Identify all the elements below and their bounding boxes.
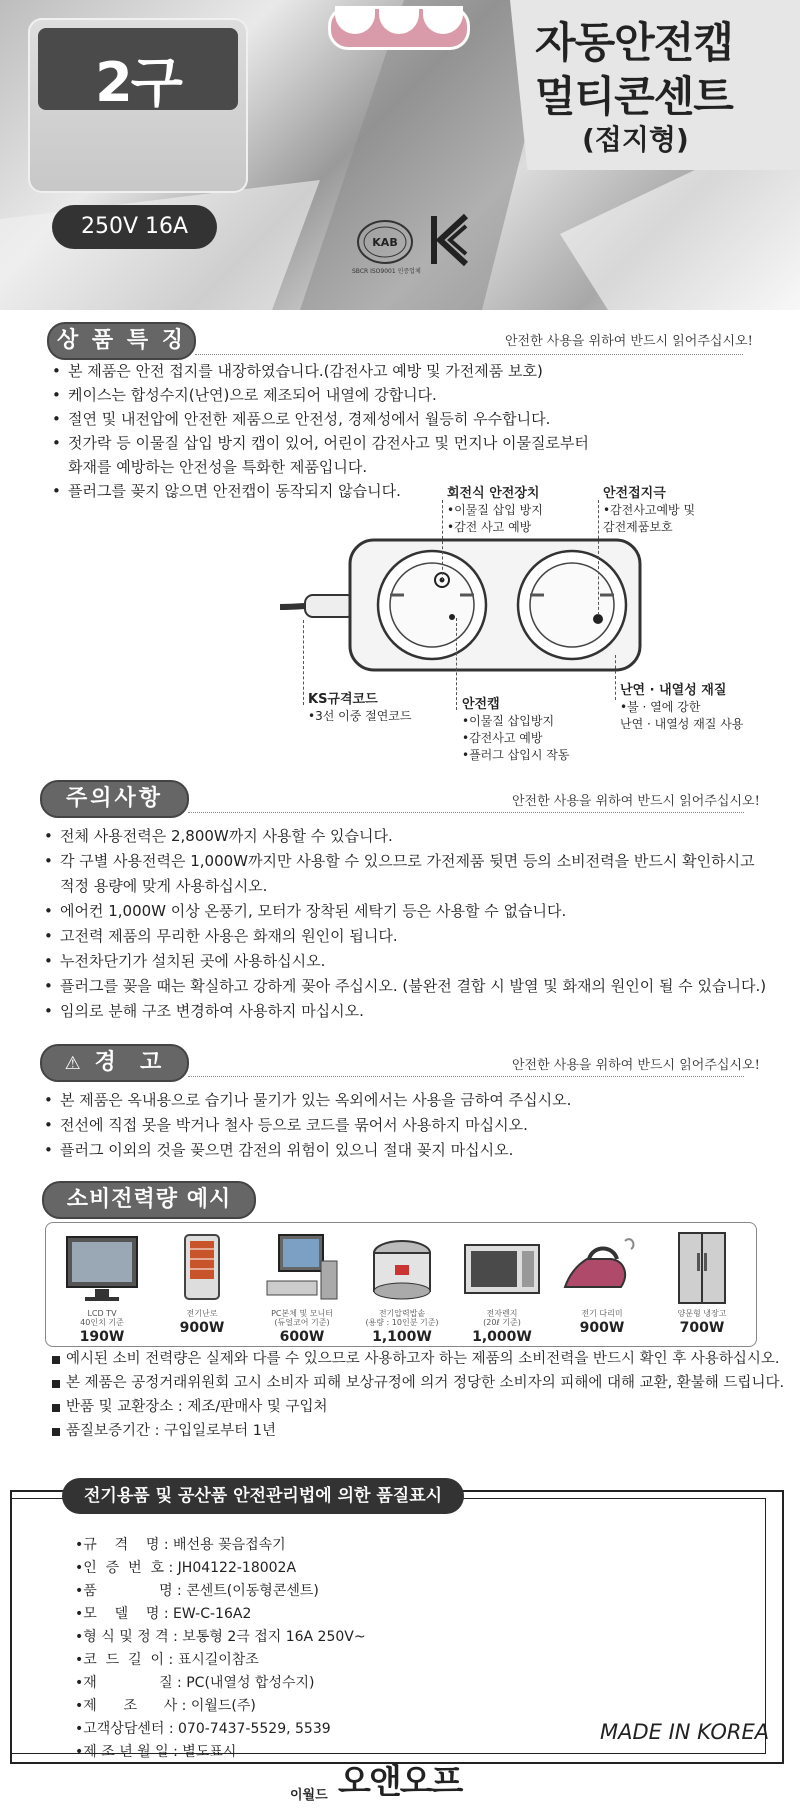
- kab-caption: SBCR ISO9001 인증업체: [352, 268, 421, 275]
- list-item: • 전선에 직접 못을 박거나 철사 등으로 코드를 묶어서 사용하지 마십시오.: [42, 1113, 782, 1138]
- appliance-watts: 190W: [79, 1329, 125, 1345]
- features-list: [50, 359, 750, 503]
- callout-text: 감전제품보호: [603, 520, 673, 534]
- warning-heading-text: 경 고: [94, 1050, 165, 1075]
- power-notes: [50, 1347, 795, 1443]
- made-in-label: MADE IN KOREA: [600, 1720, 770, 1744]
- callout-title: 안전접지극: [603, 486, 666, 501]
- socket-count-plate: [28, 18, 248, 193]
- list-item: • 전체 사용전력은 2,800W까지 사용할 수 있습니다.: [42, 824, 782, 849]
- warning-triangle-icon: ⚠: [64, 1053, 84, 1074]
- rating-badge: 250V 16A: [52, 205, 217, 249]
- callout-rotary: [447, 485, 543, 536]
- callout-text: •감전 사고 예방: [447, 520, 532, 534]
- callout-text: •감전사고 예방: [462, 731, 543, 745]
- note-item: 본 제품은 공정거래위원회 고시 소비자 피해 보상규정에 의거 정당한 소비자의 피해에 대해 교환, 환불해 드립니다.: [50, 1371, 795, 1395]
- callout-flame: [620, 682, 743, 733]
- callout-title: 난연 · 내열성 재질: [620, 683, 727, 698]
- list-item: • 각 구별 사용전력은 1,000W까지만 사용할 수 있으므로 가전제품 뒷면 등의 소비전력을 반드시 확인하시고: [42, 849, 782, 874]
- microwave-icon: [459, 1231, 545, 1305]
- quality-row: •제 조 사 : 이월드(주): [75, 1698, 256, 1714]
- caution-list: [42, 824, 782, 1024]
- appliance-caption: 전기 다리미: [581, 1309, 623, 1318]
- callout-text: 난연 · 내열성 재질 사용: [620, 717, 744, 731]
- leader-line: [442, 500, 443, 580]
- callout-cord: [308, 691, 412, 725]
- appliance-caption: 전기압력밥솥 (용량 : 10인분 기준): [365, 1309, 439, 1327]
- list-item: • 플러그를 꽂을 때는 확실하고 강하게 꽂아 주십시오. (불완전 결합 시 발열 및 화재의 원인이 될 수 있습니다.): [42, 974, 782, 999]
- appliance-pc: [254, 1223, 350, 1345]
- list-item: • 에어컨 1,000W 이상 온풍기, 모터가 장착된 세탁기 등은 사용할 수 없습니다.: [42, 899, 782, 924]
- heater-icon: [159, 1231, 245, 1305]
- leader-line: [303, 620, 304, 705]
- kab-text: KAB: [372, 236, 398, 249]
- list-item: • 절연 및 내전압에 안전한 제품으로 안전성, 경제성에서 월등히 우수합니다.: [50, 407, 750, 431]
- quality-row: •코 드 길 이 : 표시길이참조: [75, 1652, 259, 1668]
- warning-list: [42, 1088, 782, 1163]
- note-item: 예시된 소비 전력량은 실제와 다를 수 있으므로 사용하고자 하는 제품의 소비전력을 반드시 확인 후 사용하십시오.: [50, 1347, 795, 1371]
- features-heading: 상 품 특 징: [47, 322, 196, 360]
- appliance-heater: [154, 1223, 250, 1336]
- appliance-iron: [554, 1223, 650, 1336]
- product-title-line3: (접지형): [582, 123, 689, 156]
- callout-title: 회전식 안전장치: [447, 486, 540, 501]
- leader-line: [598, 500, 599, 615]
- features-notice: 안전한 사용을 위하여 반드시 읽어주십시오!: [505, 334, 753, 349]
- callout-title: KS규격코드: [308, 692, 378, 707]
- note-item: 반품 및 교환장소 : 제조/판매사 및 구입처: [50, 1395, 795, 1419]
- list-item: • 케이스는 합성수지(난연)으로 제조되어 내열에 강합니다.: [50, 383, 750, 407]
- appliance-fridge: [654, 1223, 750, 1336]
- tv-icon: [59, 1231, 145, 1305]
- list-item: 화재를 예방하는 안전성을 특화한 제품입니다.: [68, 458, 368, 476]
- list-item: • 누전차단기가 설치된 곳에 사용하십시오.: [42, 949, 782, 974]
- appliance-caption: LCD TV 40인치 기준: [80, 1309, 124, 1327]
- appliance-watts: 700W: [679, 1320, 725, 1336]
- quality-row: •규 격 명 : 배선용 꽂음접속기: [75, 1537, 286, 1553]
- header-banner: [0, 0, 800, 310]
- quality-heading: 전기용품 및 공산품 안전관리법에 의한 품질표시: [62, 1478, 464, 1514]
- power-examples-box: [45, 1222, 757, 1347]
- kc-mark-icon: [430, 212, 470, 268]
- product-title-line1: 자동안전캡: [535, 18, 733, 67]
- list-item: • 고전력 제품의 무리한 사용은 화재의 원인이 됩니다.: [42, 924, 782, 949]
- list-item: • 플러그 이외의 것을 꽂으면 감전의 위험이 있으니 절대 꽂지 마십시오.: [42, 1138, 782, 1163]
- quality-row: •고객상담센터 : 070-7437-5529, 5539: [75, 1721, 331, 1737]
- kab-cert-icon: [355, 218, 415, 266]
- note-item: 품질보증기간 : 구입일로부터 1년: [50, 1419, 795, 1443]
- quality-row: •제 조 년 월 일 : 별도표시: [75, 1744, 237, 1760]
- appliance-watts: 900W: [579, 1320, 625, 1336]
- quality-row: •형 식 및 정 격 : 보통형 2극 접지 16A 250V~: [75, 1629, 366, 1645]
- multitap-illustration: [280, 535, 650, 675]
- quality-row: •품 명 : 콘센트(이동형콘센트): [75, 1583, 319, 1599]
- appliance-tv: [54, 1223, 150, 1345]
- quality-row: •인 증 번 호 : JH04122-18002A: [75, 1560, 297, 1576]
- brand-small: 이월드: [290, 1788, 328, 1803]
- appliance-microwave: [454, 1223, 550, 1345]
- plate-top: [38, 28, 238, 114]
- decor-bubbles: [328, 6, 470, 50]
- appliance-caption: 전기난로: [186, 1309, 218, 1318]
- rice-cooker-icon: [359, 1231, 445, 1305]
- product-title-line2: 멀티콘센트: [535, 72, 733, 121]
- callout-ground: [603, 485, 695, 536]
- list-item: • 임의로 분해 구조 변경하여 사용하지 마십시오.: [42, 999, 782, 1024]
- callout-text: •3선 이중 절연코드: [308, 709, 412, 723]
- list-item: 적정 용량에 맞게 사용하십시오.: [60, 877, 268, 895]
- socket-count: 2구: [95, 51, 181, 114]
- appliance-caption: 양문형 냉장고: [677, 1309, 727, 1318]
- callout-text: •불 · 열에 강한: [620, 700, 701, 714]
- brand-logo-text: 오앤오프: [338, 1762, 462, 1802]
- callout-title: 안전캡: [462, 697, 500, 712]
- appliance-rice-cooker: [354, 1223, 450, 1345]
- callout-text: •플러그 삽입시 작동: [462, 748, 570, 762]
- warning-heading: [40, 1044, 189, 1082]
- appliance-watts: 600W: [279, 1329, 325, 1345]
- appliance-watts: 1,100W: [372, 1329, 432, 1345]
- callout-text: •감전사고예방 및: [603, 503, 696, 517]
- divider: [188, 1076, 744, 1077]
- callout-text: •이물질 삽입 방지: [447, 503, 543, 517]
- warning-notice: 안전한 사용을 위하여 반드시 읽어주십시오!: [512, 1058, 760, 1073]
- power-heading: 소비전력량 예시: [42, 1181, 256, 1219]
- quality-row: •모 델 명 : EW-C-16A2: [75, 1606, 252, 1622]
- leader-line: [456, 618, 457, 710]
- divider: [188, 812, 744, 813]
- list-item: • 본 제품은 안전 접지를 내장하였습니다.(감전사고 예방 및 가전제품 보호): [50, 359, 750, 383]
- divider: [195, 354, 743, 355]
- pc-icon: [259, 1231, 345, 1305]
- appliance-caption: 전자렌지 (20ℓ 기준): [483, 1309, 521, 1327]
- list-item: • 플러그를 꽂지 않으면 안전캡이 동작되지 않습니다.: [50, 479, 750, 503]
- quality-row: •재 질 : PC(내열성 합성수지): [75, 1675, 315, 1691]
- caution-notice: 안전한 사용을 위하여 반드시 읽어주십시오!: [512, 794, 760, 809]
- caution-heading: 주의사항: [40, 780, 189, 818]
- appliance-caption: PC본체 및 모니터 (듀얼코어 기준): [271, 1309, 333, 1327]
- appliance-watts: 900W: [179, 1320, 225, 1336]
- appliance-watts: 1,000W: [472, 1329, 532, 1345]
- callout-cap: [462, 696, 569, 764]
- list-item: • 본 제품은 옥내용으로 습기나 물기가 있는 옥외에서는 사용을 금하여 주십시오.: [42, 1088, 782, 1113]
- fridge-icon: [659, 1231, 745, 1305]
- leader-line: [615, 655, 616, 700]
- iron-icon: [559, 1231, 645, 1305]
- callout-text: •이물질 삽입방지: [462, 714, 555, 728]
- list-item: • 젓가락 등 이물질 삽입 방지 캡이 있어, 어린이 감전사고 및 먼지나 이물질로부터: [50, 431, 750, 455]
